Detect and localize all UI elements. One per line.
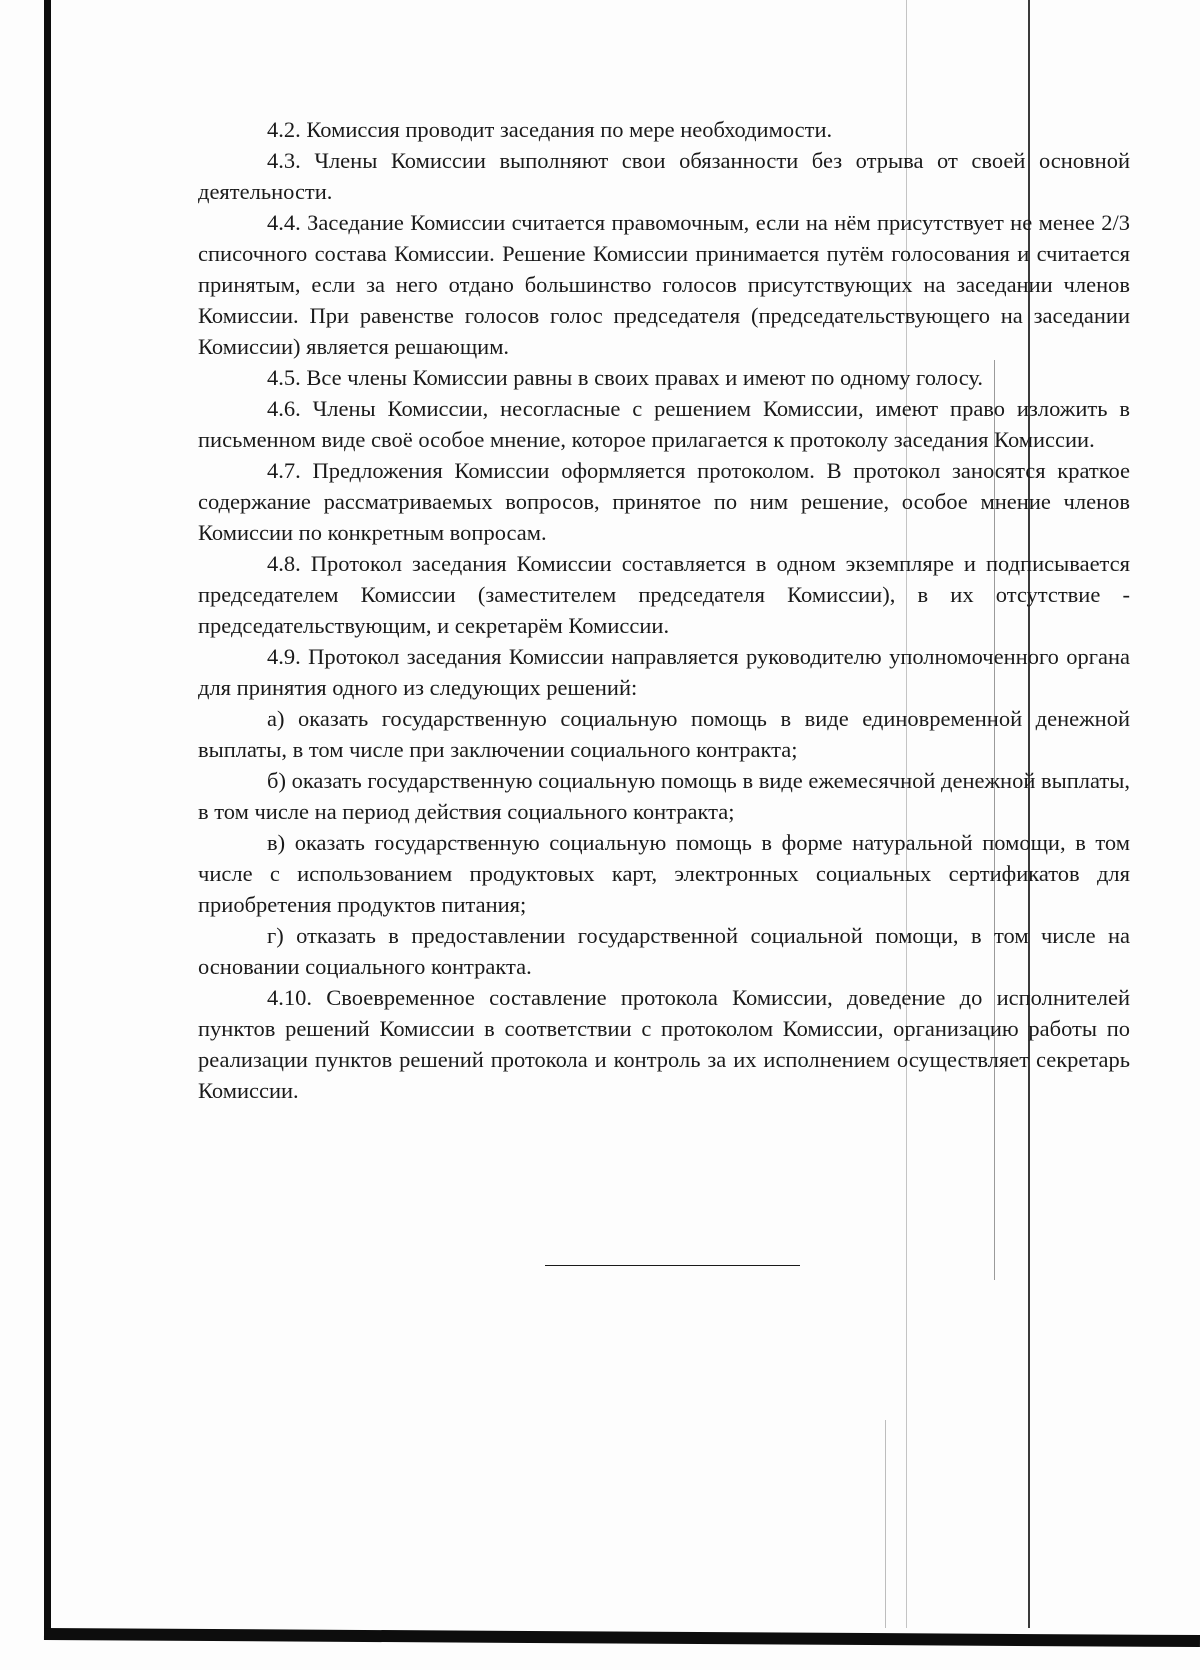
list-item-g: г) отказать в предоставлении государственной социальной помощи, в том числе на основании социального контракта. [198,923,1130,979]
scan-bottom-edge [44,1628,1200,1647]
paragraph-4-2: 4.2. Комиссия проводит заседания по мере необходимости. [267,117,833,142]
end-of-document-rule [545,1265,800,1266]
paragraph-4-7: 4.7. Предложения Комиссии оформляется протоколом. В протокол заносятся краткое содержание рассматриваемых вопросов, принятое по ним решение, особое мнение членов Комиссии по конкретным вопросам. [198,458,1130,545]
paragraph-4-3: 4.3. Члены Комиссии выполняют свои обязанности без отрыва от своей основной деятельности. [198,148,1130,204]
list-item-b: б) оказать государственную социальную помощь в виде ежемесячной денежной выплаты, в том числе на период действия социального контракта; [198,768,1130,824]
paragraph-4-10: 4.10. Своевременное составление протокола Комиссии, доведение до исполнителей пунктов решений Комиссии в соответствии с протоколом Комиссии, организацию работы по реализации пунктов решений протокола и контроль за их исполнением осуществляет секретарь Комиссии. [198,985,1130,1103]
paragraph-4-8: 4.8. Протокол заседания Комиссии составляется в одном экземпляре и подписывается председателем Комиссии (заместителем председателя Комиссии), в их отсутствие - председательствующим, и секретарём Комиссии. [198,551,1130,638]
paragraph-4-9: 4.9. Протокол заседания Комиссии направляется руководителю уполномоченного органа для принятия одного из следующих решений: [198,644,1130,700]
list-item-a: а) оказать государственную социальную помощь в виде единовременной денежной выплаты, в том числе при заключении социального контракта; [198,706,1130,762]
paragraph-4-4: 4.4. Заседание Комиссии считается правомочным, если на нём присутствует не менее 2/3 списочного состава Комиссии. Решение Комиссии принимается путём голосования и считается принятым, если за него отдано большинство голосов присутствующих на заседании членов Комиссии. При равенстве голосов голос председателя (председательствующего на заседании Комиссии) является решающим. [198,210,1130,359]
scan-fold-line [885,1420,886,1628]
list-item-v: в) оказать государственную социальную помощь в форме натуральной помощи, в том числе с использованием продуктовых карт, электронных социальных сертификатов для приобретения продуктов питания; [198,830,1130,917]
scan-left-edge [44,0,51,1640]
paragraph-4-5: 4.5. Все члены Комиссии равны в своих правах и имеют по одному голосу. [267,365,984,390]
paragraph-4-6: 4.6. Члены Комиссии, несогласные с решением Комиссии, имеют право изложить в письменном виде своё особое мнение, которое прилагается к протоколу заседания Комиссии. [198,396,1130,452]
document-body [198,114,1130,1106]
